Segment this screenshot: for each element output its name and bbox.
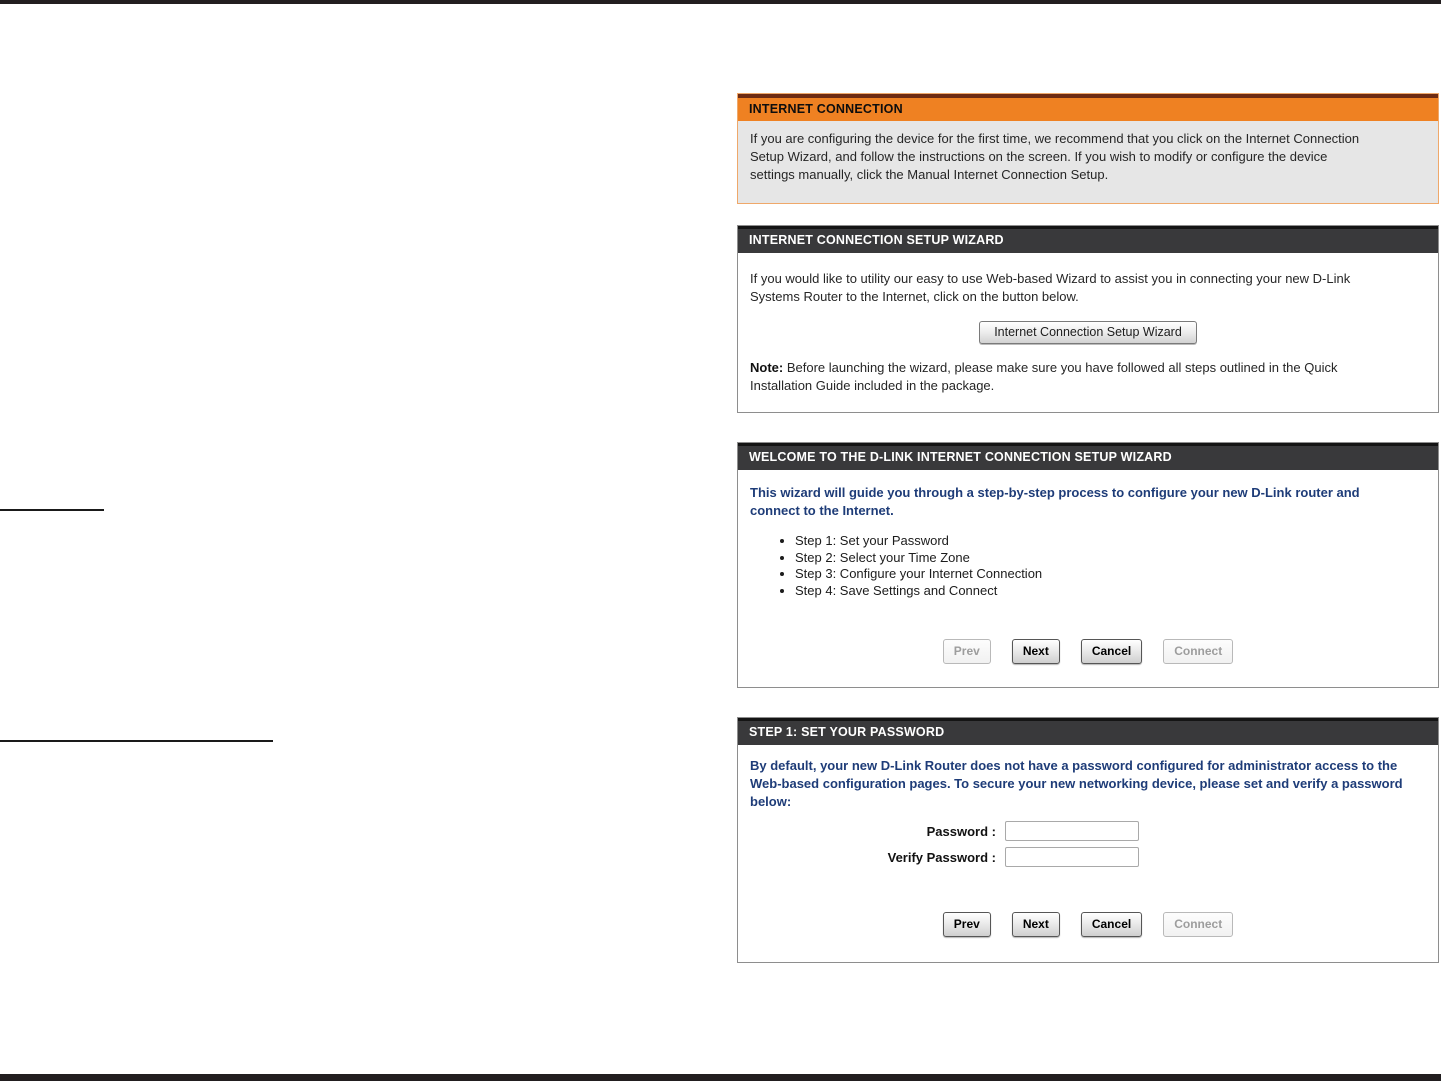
note-label: Note: — [750, 360, 784, 375]
step1-password-panel — [737, 717, 1439, 963]
prev-button: Prev — [943, 639, 991, 664]
document-rule-lower — [0, 740, 273, 742]
step1-password-header: STEP 1: SET YOUR PASSWORD — [738, 718, 1438, 745]
next-button[interactable]: Next — [1012, 912, 1060, 937]
welcome-wizard-header: WELCOME TO THE D-LINK INTERNET CONNECTION SETUP WIZARD — [738, 443, 1438, 470]
verify-password-input[interactable] — [1005, 847, 1139, 867]
list-item: • Step 3: Configure your Internet Connection — [795, 566, 1426, 583]
setup-wizard-text: If you would like to utility our easy to use Web-based Wizard to assist you in connecting your new D-Link Systems Router to the Internet, click on the button below. — [750, 271, 1351, 304]
cancel-button[interactable]: Cancel — [1081, 639, 1142, 664]
connect-button: Connect — [1163, 912, 1233, 937]
setup-wizard-note — [750, 359, 1390, 395]
welcome-wizard-panel — [737, 442, 1439, 688]
wizard-button-container — [750, 321, 1426, 344]
connect-button: Connect — [1163, 639, 1233, 664]
internet-connection-text: If you are configuring the device for the first time, we recommend that you click on the Internet Connection Setup Wizard, and follow the instructions on the screen. If you wish to modify or configure the device settings manually, click the Manual Internet Connection Setup. — [750, 131, 1360, 182]
wizard-steps-list — [780, 533, 1426, 599]
prev-button[interactable]: Prev — [943, 912, 991, 937]
list-item: • Step 2: Select your Time Zone — [795, 550, 1426, 567]
cancel-button[interactable]: Cancel — [1081, 912, 1142, 937]
internet-connection-panel — [737, 93, 1439, 204]
page-top-rule — [0, 0, 1441, 4]
welcome-wizard-body — [738, 470, 1438, 685]
welcome-intro-text: This wizard will guide you through a step-by-step process to configure your new D-Link router and connect to the Internet. — [750, 485, 1360, 518]
step1-password-body — [738, 745, 1438, 960]
document-rule-upper — [0, 509, 104, 511]
password-form — [750, 821, 1426, 867]
welcome-nav-buttons — [738, 639, 1438, 664]
next-button[interactable]: Next — [1012, 639, 1060, 664]
verify-password-row — [750, 847, 1426, 867]
internet-connection-body — [738, 121, 1438, 193]
step1-intro-text: By default, your new D-Link Router does not have a password configured for administrator access to the Web-based configuration pages. To secure your new networking device, please set and verify a password below: — [750, 758, 1403, 809]
internet-connection-setup-wizard-button[interactable]: Internet Connection Setup Wizard — [979, 321, 1197, 344]
list-item: • Step 1: Set your Password — [795, 533, 1426, 550]
password-label: Password : — [926, 823, 996, 839]
list-item: • Step 4: Save Settings and Connect — [795, 583, 1426, 600]
setup-wizard-header: INTERNET CONNECTION SETUP WIZARD — [738, 226, 1438, 253]
password-row — [750, 821, 1426, 841]
page-bottom-rule — [0, 1074, 1441, 1081]
setup-wizard-panel — [737, 225, 1439, 413]
verify-password-label: Verify Password : — [887, 849, 996, 865]
internet-connection-header: INTERNET CONNECTION — [738, 94, 1438, 121]
note-text: Before launching the wizard, please make sure you have followed all steps outlined in the Quick Installation Guide included in the package. — [750, 360, 1338, 393]
password-input[interactable] — [1005, 821, 1139, 841]
step1-nav-buttons — [738, 912, 1438, 937]
setup-wizard-body — [738, 253, 1438, 410]
